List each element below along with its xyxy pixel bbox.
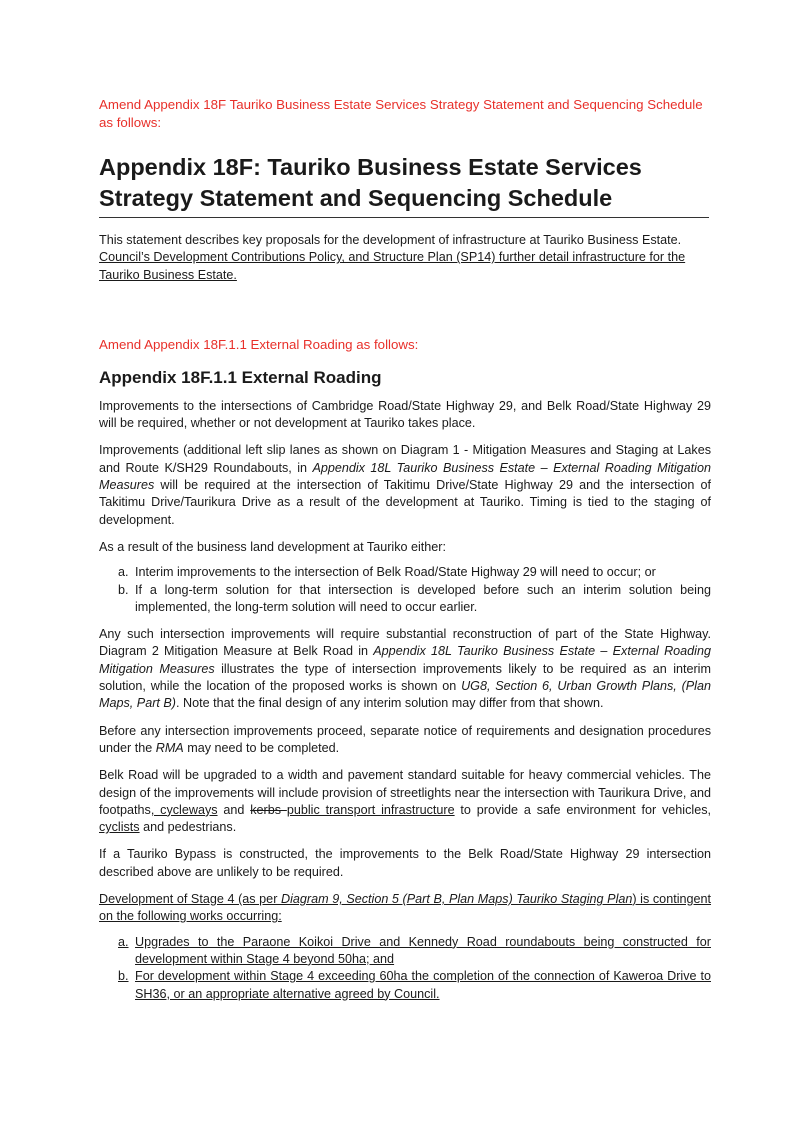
title-rule	[99, 217, 709, 218]
list-marker: a.	[118, 934, 129, 949]
list-marker: b.	[118, 582, 129, 597]
p5-text-a: Before any intersection improvements proceed, separate notice of requirements and designation procedures under the	[99, 723, 711, 755]
p2-text-b: will be required at the intersection of Takitimu Drive/State Highway 29 and the intersection of Takitimu Drive/Taurikura Drive as a result of the development at Tauriko. Timing is tied to the staging of development.	[99, 478, 711, 527]
p8-italic-ref: Diagram 9, Section 5 (Part B, Plan Maps) Tauriko Staging Plan	[281, 892, 633, 907]
list-stage4-works	[99, 934, 711, 1003]
paragraph-1: Improvements to the intersections of Cambridge Road/State Highway 29, and Belk Road/State Highway 29 will be required, whether or not development at Tauriko takes place.	[99, 398, 711, 431]
p6-inserted-comma: ,	[707, 802, 711, 817]
p4-text-c: . Note that the final design of any interim solution may differ from that shown.	[175, 696, 604, 711]
p2-italic-ref: Appendix 18L Tauriko Business Estate – External Roading Mitigation Measures	[99, 460, 711, 493]
page-title: Appendix 18F: Tauriko Business Estate Services Strategy Statement and Sequencing Schedule	[99, 154, 642, 211]
list-interim-options	[99, 564, 711, 616]
p2-text-a: Improvements (additional left slip lanes as shown on Diagram 1 - Mitigation Measures and Staging at Lakes and Route K/SH29 Roundabouts, in	[99, 443, 711, 475]
paragraph-4	[99, 626, 711, 712]
paragraph-6	[99, 767, 711, 836]
p6-text-e: and pedestrians.	[139, 820, 237, 835]
list-item	[118, 968, 711, 1003]
paragraph-8	[99, 891, 711, 926]
list-item	[118, 582, 711, 617]
list-text: For development within Stage 4 exceeding 60ha the completion of the connection of Kaweroa Drive to SH36, or an appropriate alternative agreed by Council.	[135, 969, 711, 1001]
p6-text-a: Belk Road will be upgraded to a width and pavement standard suitable for heavy commercial vehicles. The design of the improvements will include provision of streetlights near the intersection with Taurikura Drive, and footpaths	[99, 768, 711, 817]
p4-text-a: Any such intersection improvements will require substantial reconstruction of part of the State Highway. Diagram 2 Mitigation Measure at Belk Road in	[99, 627, 711, 659]
list-marker: a.	[118, 565, 129, 580]
p6-inserted-cycleways: , cycleways	[150, 802, 218, 817]
section-heading: Appendix 18F.1.1 External Roading	[99, 367, 382, 387]
p6-deleted-kerbs: kerbs	[250, 802, 287, 817]
paragraph-3: As a result of the business land development at Tauriko either:	[99, 539, 446, 554]
p4-italic-ref-1: Appendix 18L Tauriko Business Estate – External Roading Mitigation Measures	[99, 644, 711, 676]
p8-text-a: Development of Stage 4 (as per	[99, 892, 281, 907]
list-item	[118, 934, 711, 969]
amend-heading-1: Amend Appendix 18F Tauriko Business Estate Services Strategy Statement and Sequencing Schedule as follows:	[99, 97, 703, 130]
amend-heading-2: Amend Appendix 18F.1.1 External Roading as follows:	[99, 336, 419, 352]
p8-text-b: ) is contingent on the following works occurring:	[99, 892, 712, 924]
paragraph-5	[99, 723, 711, 758]
p6-inserted-cyclists: cyclists	[99, 820, 140, 835]
intro-line-2: Council’s Development Contributions Policy, and Structure Plan (SP14) further detail infrastructure for the Tauriko Business Estate.	[99, 250, 686, 282]
list-marker: b.	[118, 969, 129, 984]
p5-text-b: may need to be completed.	[183, 740, 340, 755]
intro-line-1: This statement describes key proposals for the development of infrastructure at Tauriko Business Estate.	[99, 233, 682, 247]
intro-paragraph	[99, 232, 711, 284]
p4-italic-ref-2: UG8, Section 6, Urban Growth Plans, (Plan Maps, Part B)	[99, 679, 711, 711]
p6-text-b: and	[217, 802, 251, 817]
p4-text-b: illustrates the type of intersection improvements likely to be required as an interim solution, while the location of the proposed works is shown on	[99, 661, 711, 694]
p5-italic-rma: RMA	[155, 740, 184, 755]
p6-inserted-pt: public transport infrastructure	[286, 802, 455, 817]
list-text: If a long-term solution for that intersection is developed before such an interim solution being implemented, the long-term solution will need to occur earlier.	[135, 582, 711, 614]
paragraph-7: If a Tauriko Bypass is constructed, the improvements to the Belk Road/State Highway 29 intersection described above are unlikely to be required.	[99, 847, 711, 879]
list-text: Interim improvements to the intersection of Belk Road/State Highway 29 will need to occur; or	[135, 565, 656, 580]
p6-text-c: to provide a safe environment for vehicles	[454, 802, 708, 817]
paragraph-2	[99, 442, 711, 528]
list-text: Upgrades to the Paraone Koikoi Drive and Kennedy Road roundabouts being constructed for development within Stage 4 beyond 50ha; and	[135, 934, 711, 966]
list-item	[118, 564, 711, 581]
